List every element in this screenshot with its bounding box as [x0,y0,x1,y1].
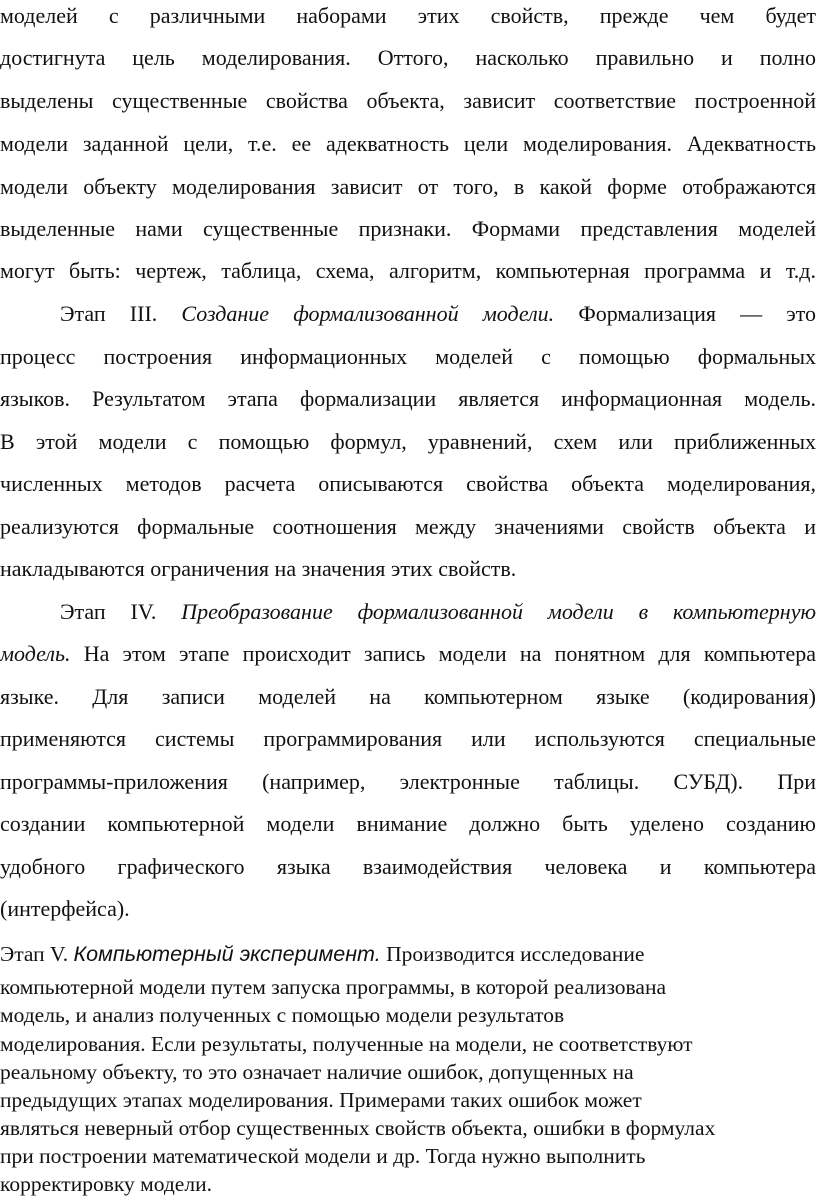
text-line: численных методов расчета описываются свойства объекта моделирования, [0,471,816,496]
text-line: языке. Для записи моделей на компьютерном языке (кодирования) [0,684,816,709]
text-line: модели заданной цели, т.е. ее адекватность цели моделирования. Адекватность [0,131,816,156]
stage-title: Создание формализованной модели. [181,301,555,326]
text-line: применяются системы программирования или используются специальные [0,726,816,751]
text-line: предыдущих этапах моделирования. Примерами таких ошибок может [0,1088,642,1112]
text-line: языков. Результатом этапа формализации является информационная модель. [0,386,816,411]
text-line: выделены существенные свойства объекта, зависит соответствие построенной [0,88,816,113]
stage4-heading-line [60,599,816,625]
text-line: корректировку модели. [0,1172,212,1196]
text-fragment: На этом этапе происходит запись модели на понятном для компьютера [83,641,816,666]
text-line: моделей с различными наборами этих свойств, прежде чем будет [0,3,816,28]
text-line: реальному объекту, то это означает наличие ошибок, допущенных на [0,1060,634,1084]
text-line: моделирования. Если результаты, полученные на модели, не соответствуют [0,1032,693,1056]
stage-title-continued: модель. [0,641,71,666]
text-line: программы-приложения (например, электронные таблицы. СУБД). При [0,769,816,794]
text-line: создании компьютерной модели внимание должно быть уделено созданию [0,811,816,836]
stage5-heading-line [0,942,816,966]
text-line: компьютерной модели путем запуска программы, в которой реализована [0,975,667,999]
text-line: реализуются формальные соотношения между значениями свойств объекта и [0,514,816,539]
stage4-second-line [0,641,816,667]
text-line: выделенные нами существенные признаки. Формами представления моделей [0,216,816,241]
text-line: при построении математической модели и др. Тогда нужно выполнить [0,1144,646,1168]
text-line: могут быть: чертеж, таблица, схема, алгоритм, компьютерная программа и т.д. [0,258,816,283]
stage-title: Компьютерный эксперимент. [73,942,381,966]
stage3-heading-line [60,301,816,327]
stage-title: Преобразование формализованной модели в компьютерную [181,599,816,624]
text-line: накладываются ограничения на значения этих свойств. [0,556,517,581]
text-line: процесс построения информационных моделей с помощью формальных [0,344,816,369]
text-line: достигнута цель моделирования. Оттого, насколько правильно и полно [0,45,816,70]
text-fragment: Формализация — это [578,301,816,326]
text-line: модель, и анализ полученных с помощью модели результатов [0,1003,565,1027]
text-line: удобного графического языка взаимодействия человека и компьютера [0,854,816,879]
text-line: В этой модели с помощью формул, уравнений, схем или приближенных [0,429,816,454]
stage-label: Этап V. [0,942,69,966]
stage-label: Этап III. [60,301,158,326]
stage-label: Этап IV. [60,599,157,624]
text-fragment: Производится исследование [386,942,645,966]
text-line: модели объекту моделирования зависит от того, в какой форме отображаются [0,174,816,199]
text-line: (интерфейса). [0,896,130,921]
text-line: являться неверный отбор существенных свойств объекта, ошибки в формулах [0,1116,716,1140]
